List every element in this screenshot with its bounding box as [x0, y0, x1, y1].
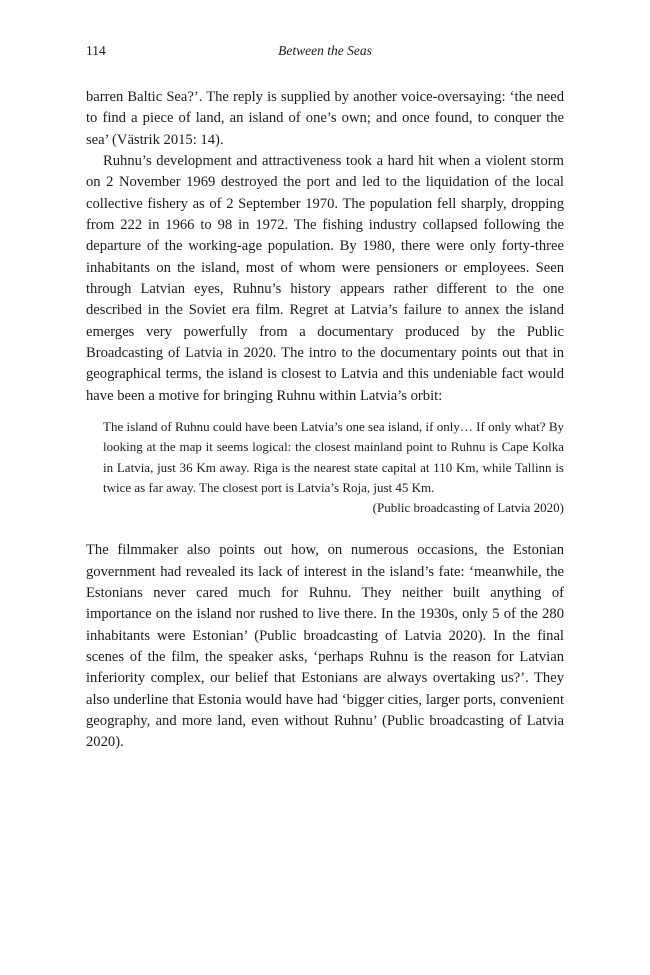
- page-header: [86, 43, 564, 63]
- paragraph-1: barren Baltic Sea?’. The reply is supplied by another voice-oversaying: ‘the need to find a piece of land, an island of one’s own; and once found, to conquer the sea’ (Västrik 2015: 14).: [86, 89, 564, 148]
- block-quote-citation: (Public broadcasting of Latvia 2020): [372, 499, 564, 515]
- paragraph-3: The filmmaker also points out how, on numerous occasions, the Estonian government had revealed its lack of interest in the island’s fate: ‘meanwhile, the Estonians never cared much for Ruhnu. They neither built anything of importance on the island nor rushed to live there. In the 1930s, only 5 of the 280 inhabitants were Estonian’ (Public broadcasting of Latvia 2020). In the final scenes of the film, the speaker asks, ‘perhaps Ruhnu is the reason for Latvian inferiority complex, our belief that Estonians are always overtaking us?’. They also underline that Estonia would have had ‘bigger cities, larger ports, convenient geography, and more land, even without Ruhnu’ (Public broadcasting of Latvia 2020).: [86, 542, 564, 751]
- block-quote-text: The island of Ruhnu could have been Latvia’s one sea island, if only… If only what? By looking at the map it seems logical: the closest mainland point to Ruhnu is Cape Kolka in Latvia, just 36 Km away. Riga is the nearest state capital at 110 Km, while Tallinn is twice as far away. The closest port is Latvia’s Roja, just 45 Km.: [103, 419, 564, 495]
- page-number: 114: [86, 43, 106, 58]
- body-text: [86, 87, 564, 754]
- paragraph-2: Ruhnu’s development and attractiveness took a hard hit when a violent storm on 2 November 1969 destroyed the port and led to the liquidation of the local collective fishery as of 2 September 1970. The population fell sharply, dropping from 222 in 1966 to 98 in 1972. The fishing industry collapsed following the departure of the working-age population. By 1980, there were only forty-three inhabitants on the island, most of whom were pensioners or employees. Seen through Latvian eyes, Ruhnu’s history appears rather different to the one described in the Soviet era film. Regret at Latvia’s failure to annex the island emerges very powerfully from a documentary produced by the Public Broadcasting of Latvia in 2020. The intro to the documentary points out that in geographical terms, the island is closest to Latvia and this undeniable fact would have been a motive for bringing Ruhnu within Latvia’s orbit:: [86, 153, 564, 404]
- block-quote: [103, 417, 564, 518]
- running-title: Between the Seas: [278, 43, 372, 58]
